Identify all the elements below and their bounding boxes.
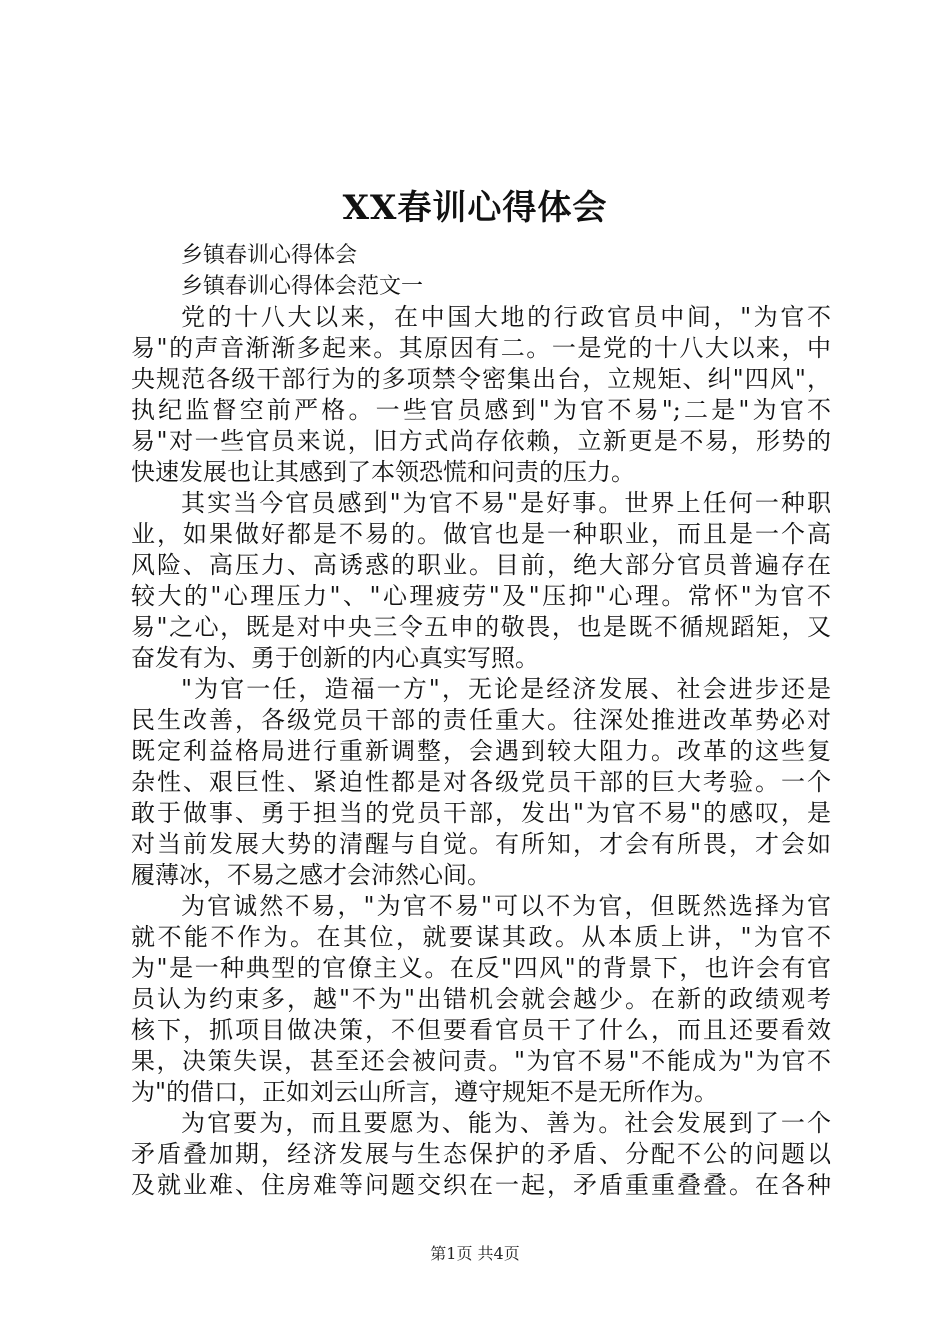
text-line: 敢于做事、勇于担当的党员干部，发出"为官不易"的感叹，是 xyxy=(131,799,831,827)
paragraph xyxy=(131,891,831,1108)
text-line: 易"之心，既是对中央三令五申的敬畏，也是既不循规蹈矩，又 xyxy=(131,613,831,641)
text-line: 为"的借口，正如刘云山所言，遵守规矩不是无所作为。 xyxy=(131,1078,719,1106)
text-line: 果，决策失误，甚至还会被问责。"为官不易"不能成为"为官不 xyxy=(131,1047,831,1075)
text-line: 民生改善，各级党员干部的责任重大。往深处推进改革势必对 xyxy=(131,706,831,734)
text-line: 核下，抓项目做决策，不但要看官员干了什么，而且还要看效 xyxy=(131,1016,831,1044)
text-line: 及就业难、住房难等问题交织在一起，矛盾重重叠叠。在各种 xyxy=(131,1171,831,1199)
text-line: 员认为约束多，越"不为"出错机会就会越少。在新的政绩观考 xyxy=(131,985,831,1013)
text-line: 央规范各级干部行为的多项禁令密集出台，立规矩、纠"四风"， xyxy=(131,365,831,393)
page-footer: 第1页 共4页 xyxy=(430,1244,520,1263)
text-line: 既定利益格局进行重新调整，会遇到较大阻力。改革的这些复 xyxy=(131,737,831,765)
subtitle: 乡镇春训心得体会 xyxy=(181,243,358,268)
paragraph xyxy=(131,674,831,891)
text-line: 就不能不作为。在其位，就要谋其政。从本质上讲，"为官不 xyxy=(131,923,831,951)
subtitle: 乡镇春训心得体会范文一 xyxy=(181,274,424,299)
text-line: 为官诚然不易，"为官不易"可以不为官，但既然选择为官 xyxy=(181,892,831,920)
text-line: 对当前发展大势的清醒与自觉。有所知，才会有所畏，才会如 xyxy=(131,830,831,858)
text-line: 党的十八大以来，在中国大地的行政官员中间，"为官不 xyxy=(181,303,831,331)
text-line: 履薄冰，不易之感才会沛然心间。 xyxy=(131,861,491,889)
text-line: 矛盾叠加期，经济发展与生态保护的矛盾、分配不公的问题以 xyxy=(131,1140,831,1168)
paragraph xyxy=(131,488,831,674)
text-line: 易"对一些官员来说，旧方式尚存依赖，立新更是不易，形势的 xyxy=(131,427,831,455)
text-line: 易"的声音渐渐多起来。其原因有二。一是党的十八大以来，中 xyxy=(131,334,831,362)
text-line: 较大的"心理压力"、"心理疲劳"及"压抑"心理。常怀"为官不 xyxy=(131,582,831,610)
text-line: 执纪监督空前严格。一些官员感到"为官不易";二是"为官不 xyxy=(131,396,831,424)
text-line: 快速发展也让其感到了本领恐慌和问责的压力。 xyxy=(131,458,635,486)
text-line: 为官要为，而且要愿为、能为、善为。社会发展到了一个 xyxy=(181,1109,831,1137)
text-line: 为"是一种典型的官僚主义。在反"四风"的背景下，也许会有官 xyxy=(131,954,831,982)
text-line: "为官一任，造福一方"，无论是经济发展、社会进步还是 xyxy=(181,675,831,703)
text-line: 风险、高压力、高诱惑的职业。目前，绝大部分官员普遍存在 xyxy=(131,551,831,579)
document-body xyxy=(131,240,831,1201)
text-line: 业，如果做好都是不易的。做官也是一种职业，而且是一个高 xyxy=(131,520,831,548)
text-line: 奋发有为、勇于创新的内心真实写照。 xyxy=(131,644,539,672)
paragraph xyxy=(131,1108,831,1201)
text-line: 杂性、艰巨性、紧迫性都是对各级党员干部的巨大考验。一个 xyxy=(131,768,831,796)
paragraph xyxy=(131,302,831,488)
text-line: 其实当今官员感到"为官不易"是好事。世界上任何一种职 xyxy=(181,489,831,517)
document-title: XX春训心得体会 xyxy=(342,188,608,228)
